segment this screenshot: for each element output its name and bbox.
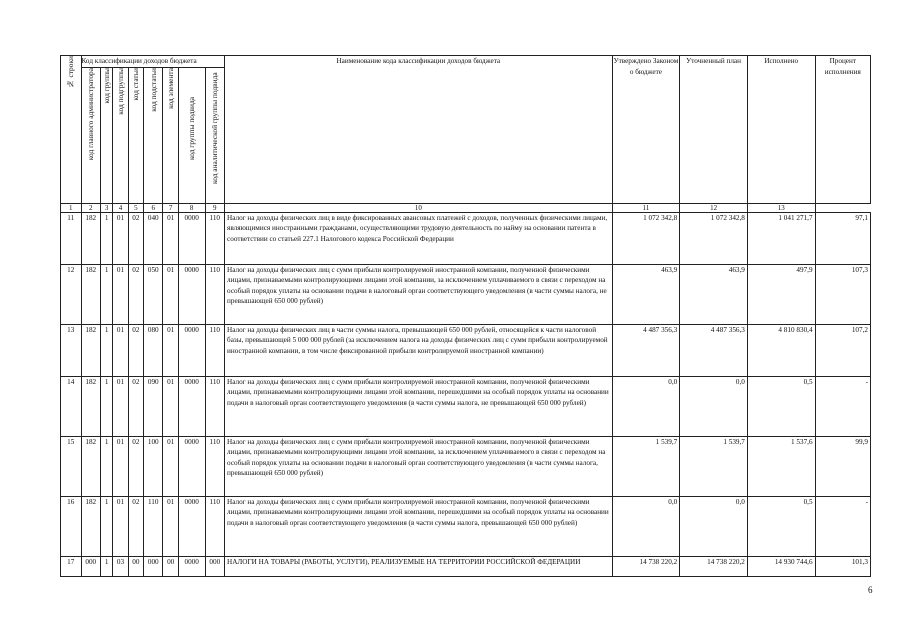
element-code-cell: 01 [163, 212, 178, 264]
admin-code-cell: 182 [81, 264, 100, 324]
row-number-cell: 14 [61, 376, 82, 436]
approved-amount-cell: 463,9 [612, 264, 680, 324]
executed-amount-cell: 1 041 271,7 [747, 212, 815, 264]
analytic-code-cell: 110 [205, 324, 225, 376]
analytic-code-cell: 110 [205, 212, 225, 264]
execution-percent-cell: - [815, 496, 870, 556]
column-number: 7 [163, 203, 178, 212]
table-row [61, 556, 871, 576]
group-code-cell: 1 [100, 324, 112, 376]
article-code-cell: 02 [128, 324, 143, 376]
approved-amount-cell: 0,0 [612, 496, 680, 556]
group-code-cell: 1 [100, 436, 112, 496]
analytic-group-code-header: код аналитической группы подвида [205, 67, 225, 203]
approved-amount-cell: 1 072 342,8 [612, 212, 680, 264]
group-code-cell: 1 [100, 376, 112, 436]
column-number: 6 [144, 203, 163, 212]
table-row [61, 324, 871, 376]
executed-amount-cell: 14 930 744,6 [747, 556, 815, 576]
subarticle-code-cell: 000 [144, 556, 163, 576]
executed-amount-cell: 1 537,6 [747, 436, 815, 496]
subarticle-code-cell: 040 [144, 212, 163, 264]
article-code-cell: 02 [128, 496, 143, 556]
name-header: Наименование кода классификации доходов бюджета [225, 56, 613, 204]
row-number-cell: 12 [61, 264, 82, 324]
article-code-cell: 00 [128, 556, 143, 576]
executed-header: Исполнено [747, 56, 815, 204]
subtype-code-cell: 0000 [178, 324, 205, 376]
table-row [61, 496, 871, 556]
row-number-cell: 11 [61, 212, 82, 264]
refined-amount-cell: 1 539,7 [680, 436, 748, 496]
subgroup-code-cell: 01 [113, 376, 128, 436]
table-row [61, 212, 871, 264]
analytic-code-cell: 110 [205, 436, 225, 496]
subtype-code-cell: 0000 [178, 212, 205, 264]
income-name-cell: Налог на доходы физических лиц с сумм прибыли контролируемой иностранной компании, полученной физическими лицами, признаваемыми контролирующими лицами этой компании, перешедшими на особый порядок уплаты на основании подачи в налоговый орган соответствующего уведомления (в части суммы налога, не превышающей 650 000 рублей) [225, 376, 613, 436]
group-code-cell: 1 [100, 496, 112, 556]
execution-percent-cell: - [815, 376, 870, 436]
article-code-cell: 02 [128, 436, 143, 496]
row-number-cell: 13 [61, 324, 82, 376]
column-number: 13 [747, 203, 815, 212]
column-number: 4 [113, 203, 128, 212]
approved-header: Утверждено Законом о бюджете [612, 56, 680, 204]
admin-code-cell: 182 [81, 376, 100, 436]
code-classification-header: Код классификации доходов бюджета [81, 56, 225, 68]
article-code-cell: 02 [128, 264, 143, 324]
approved-amount-cell: 14 738 220,2 [612, 556, 680, 576]
article-code-cell: 02 [128, 376, 143, 436]
income-name-cell: Налог на доходы физических лиц с сумм прибыли контролируемой иностранной компании, полученной физическими лицами, признаваемыми контролирующими лицами этой компании, за исключением уплачиваемого в связи с переходом на особый порядок уплаты на основании подачи в налоговый орган соответствующего уведомления (в части суммы налога, превышающей 650 000 рублей) [225, 436, 613, 496]
refined-amount-cell: 0,0 [680, 496, 748, 556]
column-number: 9 [205, 203, 225, 212]
table-row [61, 436, 871, 496]
row-number-cell: 17 [61, 556, 82, 576]
table-row [61, 264, 871, 324]
admin-code-cell: 000 [81, 556, 100, 576]
element-code-cell: 00 [163, 556, 178, 576]
executed-amount-cell: 0,5 [747, 376, 815, 436]
element-code-cell: 01 [163, 496, 178, 556]
admin-code-cell: 182 [81, 496, 100, 556]
analytic-code-cell: 110 [205, 376, 225, 436]
subgroup-code-cell: 01 [113, 212, 128, 264]
subarticle-code-cell: 100 [144, 436, 163, 496]
element-code-cell: 01 [163, 264, 178, 324]
refined-amount-cell: 463,9 [680, 264, 748, 324]
row-number-header: № строки [61, 56, 82, 204]
admin-code-cell: 182 [81, 324, 100, 376]
page-number: 6 [868, 585, 873, 595]
approved-amount-cell: 4 487 356,3 [612, 324, 680, 376]
row-number-cell: 16 [61, 496, 82, 556]
execution-percent-cell: 101,3 [815, 556, 870, 576]
subgroup-code-cell: 01 [113, 264, 128, 324]
column-number: 1 [61, 203, 82, 212]
article-code-cell: 02 [128, 212, 143, 264]
article-code-header: код статьи [128, 67, 143, 203]
execution-percent-cell: 107,3 [815, 264, 870, 324]
refined-amount-cell: 1 072 342,8 [680, 212, 748, 264]
column-number: 3 [100, 203, 112, 212]
income-name-cell: НАЛОГИ НА ТОВАРЫ (РАБОТЫ, УСЛУГИ), РЕАЛИЗУЕМЫЕ НА ТЕРРИТОРИИ РОССИЙСКОЙ ФЕДЕРАЦИИ [225, 556, 613, 576]
budget-income-table [60, 55, 871, 577]
column-number: 8 [178, 203, 205, 212]
analytic-code-cell: 000 [205, 556, 225, 576]
income-name-cell: Налог на доходы физических лиц в виде фиксированных авансовых платежей с доходов, полученных физическими лицами, являющимися иностранными гражданами, осуществляющими трудовую деятельность по найму на основании патента в соответствии со статьей 227.1 Налогового кодекса Российской Федерации [225, 212, 613, 264]
approved-amount-cell: 1 539,7 [612, 436, 680, 496]
executed-amount-cell: 4 810 830,4 [747, 324, 815, 376]
column-number: 2 [81, 203, 100, 212]
executed-amount-cell: 0,5 [747, 496, 815, 556]
table-row [61, 376, 871, 436]
execution-percent-cell: 107,2 [815, 324, 870, 376]
element-code-cell: 01 [163, 436, 178, 496]
analytic-code-cell: 110 [205, 496, 225, 556]
subarticle-code-cell: 080 [144, 324, 163, 376]
admin-code-header: код главного администратора [81, 67, 100, 203]
element-code-header: код элемента [163, 67, 178, 203]
subtype-code-cell: 0000 [178, 376, 205, 436]
subgroup-code-cell: 01 [113, 496, 128, 556]
group-code-cell: 1 [100, 556, 112, 576]
income-name-cell: Налог на доходы физических лиц с сумм прибыли контролируемой иностранной компании, полученной физическими лицами, признаваемыми контролирующими лицами этой компании, за исключением уплачиваемого в связи с переходом на особый порядок уплаты на основании подачи в налоговый орган соответствующего уведомления (в части суммы налога, не превышающей 650 000 рублей) [225, 264, 613, 324]
column-number: 10 [225, 203, 613, 212]
subtype-code-cell: 0000 [178, 556, 205, 576]
group-code-cell: 1 [100, 264, 112, 324]
refined-amount-cell: 14 738 220,2 [680, 556, 748, 576]
approved-amount-cell: 0,0 [612, 376, 680, 436]
refined-amount-cell: 4 487 356,3 [680, 324, 748, 376]
income-name-cell: Налог на доходы физических лиц в части суммы налога, превышающей 650 000 рублей, относящейся к части налоговой базы, превышающей 5 000 000 рублей (за исключением налога на доходы физических лиц с сумм прибыли контролируемой иностранной компании, в том числе фиксированной прибыли контролируемой иностранной компании) [225, 324, 613, 376]
subgroup-code-header: код подгруппы [113, 67, 128, 203]
admin-code-cell: 182 [81, 436, 100, 496]
group-code-header: код группы [100, 67, 112, 203]
element-code-cell: 01 [163, 324, 178, 376]
execution-percent-cell: 99,9 [815, 436, 870, 496]
subtype-group-code-header: код группы подвида [178, 67, 205, 203]
subtype-code-cell: 0000 [178, 496, 205, 556]
execution-percent-cell: 97,1 [815, 212, 870, 264]
analytic-code-cell: 110 [205, 264, 225, 324]
group-code-cell: 1 [100, 212, 112, 264]
income-name-cell: Налог на доходы физических лиц с сумм прибыли контролируемой иностранной компании, полученной физическими лицами, признаваемыми контролирующими лицами этой компании, перешедшими на особый порядок уплаты на основании подачи в налоговый орган соответствующего уведомления (в части суммы налога, превышающей 650 000 рублей) [225, 496, 613, 556]
percent-header: Процент исполнения [815, 56, 870, 204]
subarticle-code-cell: 110 [144, 496, 163, 556]
refined-amount-cell: 0,0 [680, 376, 748, 436]
subtype-code-cell: 0000 [178, 436, 205, 496]
subarticle-code-cell: 090 [144, 376, 163, 436]
subarticle-code-header: код подстатьи [144, 67, 163, 203]
column-numbers-row [61, 203, 871, 212]
refined-plan-header: Уточненный план [680, 56, 748, 204]
subgroup-code-cell: 01 [113, 324, 128, 376]
row-number-cell: 15 [61, 436, 82, 496]
subgroup-code-cell: 03 [113, 556, 128, 576]
column-number: 11 [612, 203, 680, 212]
executed-amount-cell: 497,9 [747, 264, 815, 324]
subarticle-code-cell: 050 [144, 264, 163, 324]
column-number: 5 [128, 203, 143, 212]
element-code-cell: 01 [163, 376, 178, 436]
subtype-code-cell: 0000 [178, 264, 205, 324]
admin-code-cell: 182 [81, 212, 100, 264]
subgroup-code-cell: 01 [113, 436, 128, 496]
column-number: 12 [680, 203, 748, 212]
